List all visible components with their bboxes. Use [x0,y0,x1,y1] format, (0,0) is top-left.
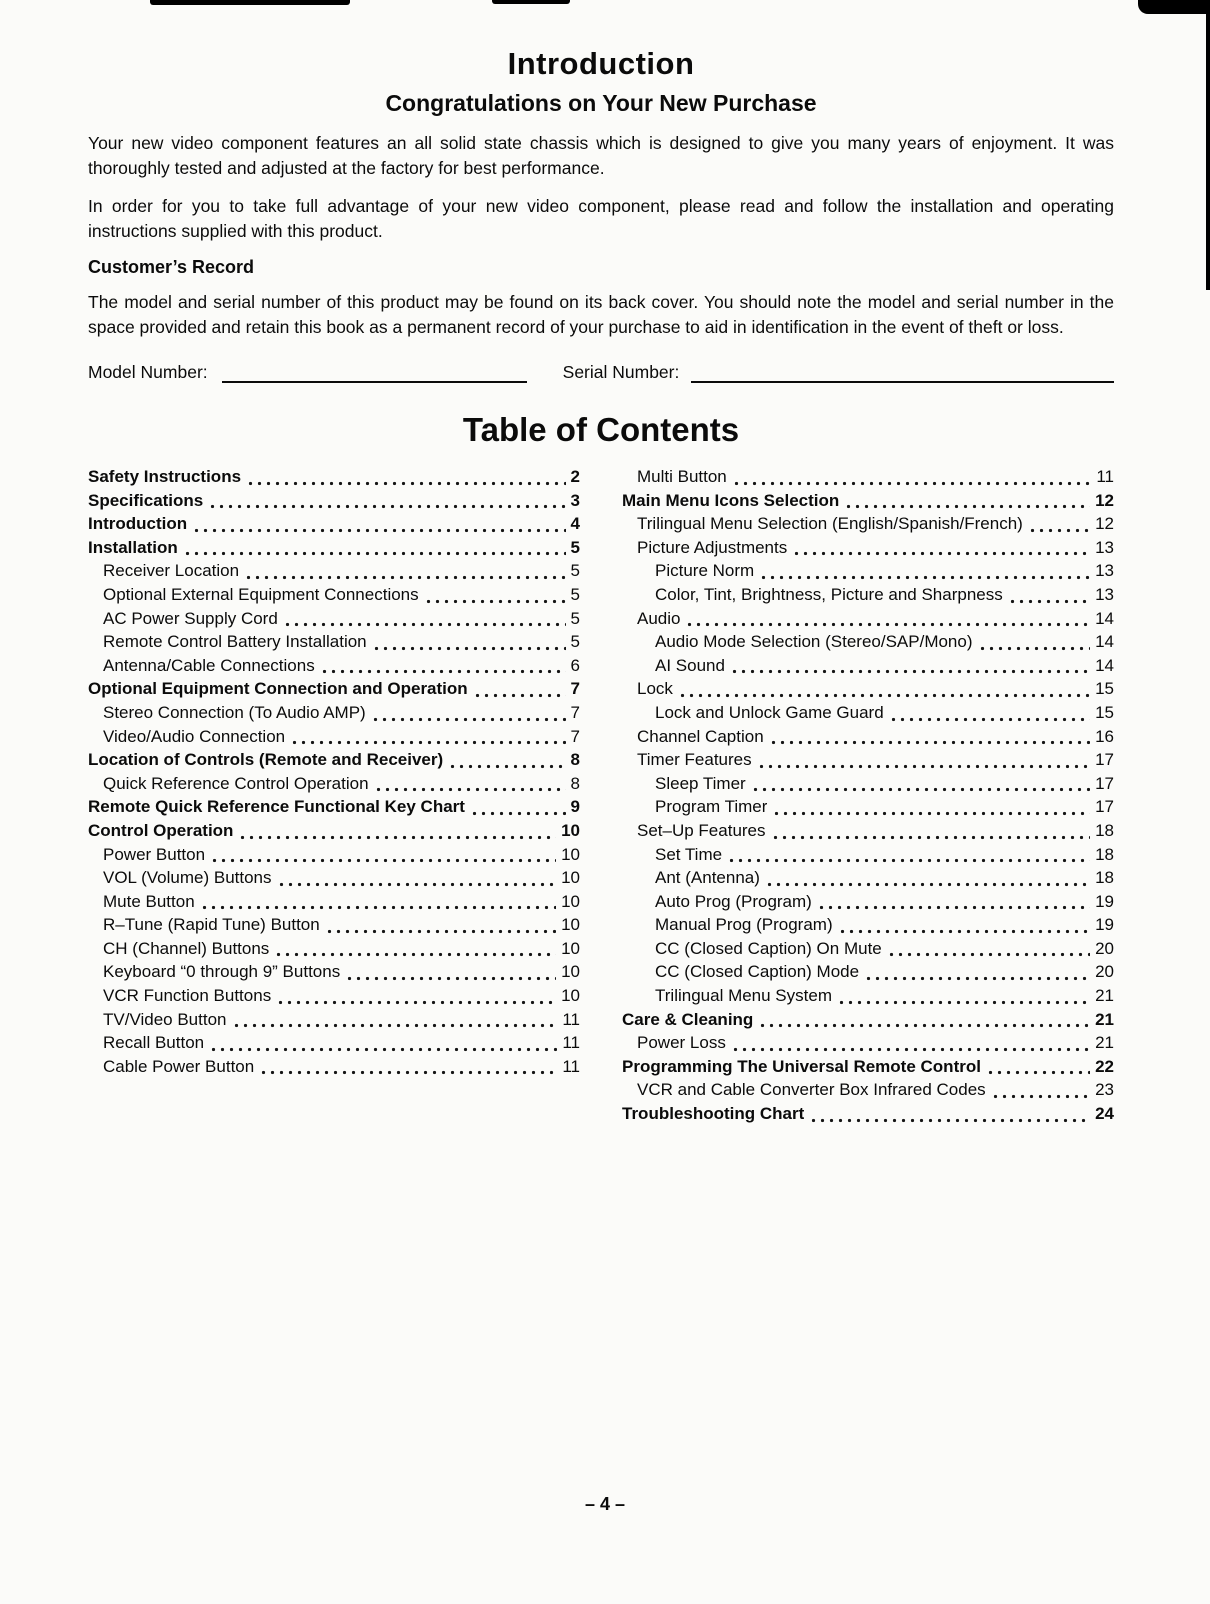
toc-entry-page: 13 [1095,584,1114,604]
toc-leader-dots [244,566,565,583]
toc-entry-page: 24 [1095,1104,1114,1124]
toc-entry-label: Programming The Universal Remote Control [622,1056,981,1076]
toc-entry-page: 5 [570,537,580,557]
toc-leader-dots [246,472,565,489]
toc-entry-page: 4 [570,514,580,534]
toc-entry-right-21 [622,960,1114,984]
toc-leader-dots [844,495,1090,512]
toc-entry-page: 18 [1095,868,1114,888]
toc-entry-left-25 [88,1055,580,1079]
toc-leader-dots [183,542,566,559]
toc-leader-dots [424,590,566,607]
toc-entry-right-18 [622,890,1114,914]
toc-entry-page: 12 [1095,514,1114,534]
toc-entry-page: 5 [570,632,580,652]
toc-entry-label: Optional External Equipment Connections [103,584,419,604]
toc-entry-left-1 [88,489,580,513]
toc-entry-right-16 [622,843,1114,867]
toc-leader-dots [345,967,556,984]
intro-paragraph-1: Your new video component features an all solid state chassis which is designed to give you many years of enjoyment. It was thoroughly tested and adjusted at the factory for best performance. [88,133,1114,178]
toc-entry-page: 17 [1095,750,1114,770]
toc-entry-label: Color, Tint, Brightness, Picture and Sharpness [655,584,1003,604]
toc-leader-dots [792,542,1090,559]
toc-entry-right-15 [622,819,1114,843]
toc-entry-page: 15 [1095,679,1114,699]
toc-entry-page: 15 [1095,702,1114,722]
toc-leader-dots [325,920,556,937]
toc-entry-right-19 [622,913,1114,937]
toc-entry-page: 5 [570,584,580,604]
toc-entry-label: CC (Closed Caption) On Mute [655,938,882,958]
toc-entry-label: Audio [637,608,681,628]
toc-leader-dots [864,967,1090,984]
toc-entry-page: 16 [1095,726,1114,746]
toc-entry-label: Auto Prog (Program) [655,891,812,911]
toc-entry-page: 5 [570,561,580,581]
toc-entry-label: Multi Button [637,467,727,486]
toc-entry-page: 19 [1095,915,1114,935]
toc-entry-label: Channel Caption [637,726,764,746]
toc-leader-dots [371,708,566,725]
toc-entry-label: AC Power Supply Cord [103,608,278,628]
serial-number-label: Serial Number: [562,362,680,382]
toc-leader-dots [678,684,1090,701]
toc-entry-page: 23 [1095,1080,1114,1100]
toc-entry-right-3 [622,536,1114,560]
toc-entry-label: Trilingual Menu System [655,986,832,1006]
toc-entry-right-27 [622,1102,1114,1126]
toc-entry-label: Antenna/Cable Connections [103,655,315,675]
toc-entry-page: 13 [1095,561,1114,581]
toc-entry-label: VOL (Volume) Buttons [103,868,272,888]
toc-leader-dots [731,1038,1090,1055]
toc-entry-left-3 [88,536,580,560]
toc-entry-page: 7 [570,679,580,699]
toc-entry-right-10 [622,701,1114,725]
toc-leader-dots [889,708,1090,725]
toc-entry-left-20 [88,937,580,961]
toc-entry-label: Optional Equipment Connection and Operation [88,679,468,699]
toc-entry-label: VCR Function Buttons [103,986,272,1006]
toc-entry-left-7 [88,630,580,654]
toc-entry-label: Power Loss [637,1033,726,1053]
toc-leader-dots [192,519,565,536]
toc-entry-page: 20 [1095,962,1114,982]
toc-leader-dots [887,943,1090,960]
toc-leader-dots [772,802,1090,819]
toc-entry-label: Ant (Antenna) [655,868,760,888]
toc-leader-dots [986,1061,1090,1078]
customers-record-heading: Customer’s Record [88,257,255,277]
toc-entry-label: Remote Quick Reference Functional Key Chart [88,797,465,817]
toc-entry-left-22 [88,984,580,1008]
toc-entry-page: 7 [570,702,580,722]
toc-entry-page: 20 [1095,938,1114,958]
toc-entry-left-16 [88,843,580,867]
toc-leader-dots [210,849,556,866]
toc-leader-dots [374,778,566,795]
toc-leader-dots [732,472,1092,489]
toc-entry-right-20 [622,937,1114,961]
toc-entry-left-23 [88,1008,580,1032]
toc-entry-page: 14 [1095,655,1114,675]
toc-entry-label: Main Menu Icons Selection [622,490,840,510]
toc-entry-label: Location of Controls (Remote and Receiver) [88,750,444,770]
customers-record-paragraph: The model and serial number of this product may be found on its back cover. You should note the model and serial number in the space provided and retain this book as a permanent record of your purchase to aid in identification in the event of theft or loss. [88,292,1114,337]
toc-leader-dots [320,660,566,677]
toc-entry-page: 10 [561,820,580,840]
toc-entry-page: 17 [1095,773,1114,793]
toc-entry-label: Keyboard “0 through 9” Buttons [103,962,341,982]
toc-leader-dots [209,1038,557,1055]
toc-entry-right-8 [622,654,1114,678]
toc-entry-page: 7 [570,726,580,746]
toc-entry-label: Troubleshooting Chart [622,1104,805,1124]
toc-entry-label: Set Time [655,844,723,864]
toc-leader-dots [817,896,1090,913]
toc-entry-left-21 [88,960,580,984]
toc-entry-label: R–Tune (Rapid Tune) Button [103,915,320,935]
toc-entry-page: 10 [561,915,580,935]
toc-leader-dots [837,991,1090,1008]
toc-entry-page: 21 [1095,1033,1114,1053]
toc-leader-dots [448,755,565,772]
toc-entry-page: 5 [570,608,580,628]
toc-entry-page: 12 [1095,490,1114,510]
toc-entry-page: 10 [561,844,580,864]
page-subtitle: Congratulations on Your New Purchase [385,90,817,116]
toc-leader-dots [1028,519,1090,536]
toc-entry-label: Receiver Location [103,561,240,581]
toc-entry-label: CC (Closed Caption) Mode [655,962,860,982]
record-fill-in-line [88,362,1114,383]
toc-entry-left-18 [88,890,580,914]
toc-entry-left-17 [88,866,580,890]
toc-leader-dots [727,849,1090,866]
toc-entry-label: Trilingual Menu Selection (English/Spanish/French) [637,514,1023,534]
toc-entry-page: 17 [1095,797,1114,817]
toc-entry-page: 10 [561,938,580,958]
toc-entry-label: AI Sound [655,655,725,675]
toc-entry-label: Control Operation [88,820,234,840]
toc-leader-dots [1008,590,1090,607]
scan-artifact [1138,0,1210,14]
toc-entry-left-13 [88,772,580,796]
toc-entry-label: Introduction [88,514,188,534]
toc-entry-right-25 [622,1055,1114,1079]
toc-entry-left-5 [88,583,580,607]
toc-leader-dots [290,731,565,748]
toc-leader-dots [769,731,1090,748]
toc-entry-page: 3 [570,490,580,510]
toc-leader-dots [200,896,556,913]
toc-entry-page: 8 [570,750,580,770]
toc-entry-right-12 [622,748,1114,772]
toc-entry-right-17 [622,866,1114,890]
toc-entry-page: 9 [570,797,580,817]
toc-entry-page: 10 [561,986,580,1006]
toc-entry-left-9 [88,677,580,701]
toc-leader-dots [277,873,557,890]
toc-title: Table of Contents [462,411,740,448]
toc-leader-dots [978,637,1091,654]
toc-entry-label: CH (Channel) Buttons [103,938,270,958]
toc-entry-label: Picture Adjustments [637,537,788,557]
toc-entry-right-4 [622,559,1114,583]
toc-leader-dots [765,873,1090,890]
toc-entry-page: 2 [570,467,580,486]
toc-entry-page: 21 [1095,986,1114,1006]
toc-entry-right-22 [622,984,1114,1008]
toc-leader-dots [470,802,566,819]
toc-entry-label: Lock [637,679,673,699]
toc-leader-dots [372,637,566,654]
toc-leader-dots [685,613,1090,630]
toc-entry-page: 10 [561,891,580,911]
toc-leader-dots [473,684,566,701]
toc-entry-page: 11 [562,1009,580,1029]
toc-entry-label: Installation [88,537,178,557]
intro-paragraph-2: In order for you to take full advantage of your new video component, please read and follow the installation and operating instructions supplied with this product. [88,196,1114,241]
toc-entry-left-4 [88,559,580,583]
toc-entry-page: 21 [1095,1009,1114,1029]
scan-artifact [492,0,570,4]
model-number-label: Model Number: [88,362,208,382]
toc-entry-label: Mute Button [103,891,195,911]
toc-entry-label: Care & Cleaning [622,1009,754,1029]
toc-leader-dots [759,566,1090,583]
toc-entry-label: Recall Button [103,1033,205,1053]
scan-artifact [150,0,350,5]
page-content [88,46,1114,1126]
toc-entry-page: 11 [1096,467,1114,486]
toc-entry-page: 10 [561,962,580,982]
toc-leader-dots [991,1085,1090,1102]
toc-entry-label: Remote Control Battery Installation [103,632,367,652]
toc-entry-right-5 [622,583,1114,607]
toc-entry-label: Sleep Timer [655,773,746,793]
toc-entry-label: Cable Power Button [103,1056,255,1076]
toc-column-right [622,465,1114,1126]
toc-entry-page: 6 [570,655,580,675]
toc-entry-left-15 [88,819,580,843]
toc-entry-label: Quick Reference Control Operation [103,773,369,793]
toc-entry-page: 22 [1095,1056,1114,1076]
model-number-blank [222,363,527,383]
toc-entry-page: 19 [1095,891,1114,911]
toc-leader-dots [238,826,556,843]
toc [88,465,1114,1126]
toc-entry-label: Program Timer [655,797,768,817]
toc-entry-right-24 [622,1031,1114,1055]
toc-leader-dots [751,778,1090,795]
toc-entry-right-13 [622,772,1114,796]
toc-leader-dots [276,991,556,1008]
scan-artifact [1206,0,1210,290]
toc-leader-dots [259,1061,557,1078]
toc-leader-dots [809,1109,1090,1126]
toc-leader-dots [730,660,1090,677]
toc-entry-page: 14 [1095,608,1114,628]
toc-entry-left-14 [88,795,580,819]
toc-entry-page: 11 [562,1056,580,1076]
toc-entry-right-1 [622,489,1114,513]
page-number-footer: – 4 – [584,1494,626,1514]
toc-leader-dots [208,495,565,512]
toc-leader-dots [757,755,1090,772]
toc-entry-left-19 [88,913,580,937]
toc-entry-left-6 [88,607,580,631]
toc-entry-label: Stereo Connection (To Audio AMP) [103,702,366,722]
toc-entry-label: Specifications [88,490,204,510]
toc-entry-label: Lock and Unlock Game Guard [655,702,884,722]
page-title: Introduction [507,46,695,81]
toc-entry-page: 14 [1095,632,1114,652]
toc-entry-left-8 [88,654,580,678]
toc-leader-dots [232,1014,558,1031]
toc-leader-dots [274,943,556,960]
toc-entry-label: TV/Video Button [103,1009,227,1029]
toc-entry-right-26 [622,1078,1114,1102]
toc-entry-right-11 [622,725,1114,749]
toc-entry-left-11 [88,725,580,749]
toc-entry-label: Safety Instructions [88,467,242,486]
toc-entry-right-23 [622,1008,1114,1032]
toc-entry-right-6 [622,607,1114,631]
toc-entry-page: 10 [561,868,580,888]
toc-entry-right-2 [622,512,1114,536]
toc-entry-right-9 [622,677,1114,701]
toc-entry-page: 13 [1095,537,1114,557]
toc-entry-label: Manual Prog (Program) [655,915,833,935]
serial-number-blank [691,363,1114,383]
toc-entry-label: Audio Mode Selection (Stereo/SAP/Mono) [655,632,973,652]
toc-entry-left-12 [88,748,580,772]
toc-entry-page: 18 [1095,820,1114,840]
toc-entry-label: Picture Norm [655,561,755,581]
toc-entry-left-0 [88,465,580,489]
toc-entry-page: 11 [562,1033,580,1053]
toc-entry-right-0 [622,465,1114,489]
toc-entry-left-24 [88,1031,580,1055]
toc-entry-label: VCR and Cable Converter Box Infrared Codes [637,1080,986,1100]
toc-entry-label: Power Button [103,844,206,864]
toc-entry-label: Video/Audio Connection [103,726,286,746]
toc-leader-dots [283,613,566,630]
toc-leader-dots [758,1014,1090,1031]
toc-entry-left-10 [88,701,580,725]
toc-entry-label: Set–Up Features [637,820,766,840]
toc-entry-label: Timer Features [637,750,752,770]
toc-column-left [88,465,580,1126]
toc-entry-right-14 [622,795,1114,819]
toc-entry-left-2 [88,512,580,536]
toc-leader-dots [771,826,1091,843]
toc-entry-right-7 [622,630,1114,654]
toc-entry-page: 8 [570,773,580,793]
toc-leader-dots [838,920,1090,937]
toc-entry-page: 18 [1095,844,1114,864]
